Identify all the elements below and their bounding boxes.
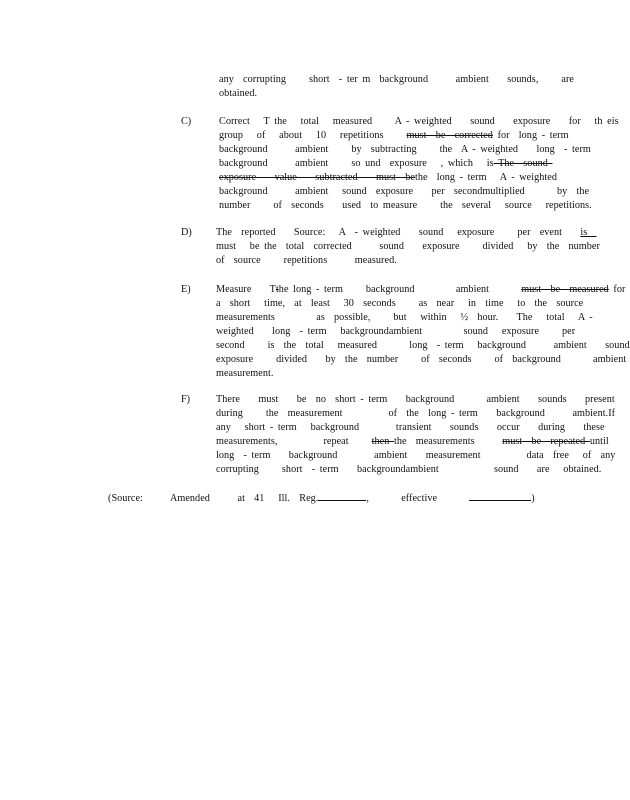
strikethrough-text: then [371, 436, 394, 447]
item-e-line-6: exposure divided by the number of seconds of background ambient [216, 354, 627, 365]
item-c-line-7: number of seconds used to measure the several source repetitions. [219, 200, 592, 211]
item-c-label: C) [181, 116, 192, 127]
item-f-label: F) [181, 394, 191, 405]
underlined-text: is [580, 227, 588, 238]
item-e-line-7: measurement. [216, 368, 274, 379]
item-c-line-4: background ambient so und exposure , which is The sound [219, 158, 553, 169]
strikethrough-text: must be corrected [406, 130, 493, 141]
strikethrough-text: The sound [493, 158, 553, 169]
item-f-line-6: corrupting short - term backgroundambient sound are obtained. [216, 464, 602, 475]
item-f-line-2: during the measurement of the long - term background ambient.If [216, 408, 616, 419]
item-f-line-1: There must be no short - term background ambient sounds present [216, 394, 615, 405]
item-f-line-3: any short - term background transient sounds occur during these [216, 422, 605, 433]
item-e-label: E) [181, 284, 191, 295]
strikethrough-text: must be repeated [502, 436, 590, 447]
blank-register-number [318, 490, 366, 501]
strikethrough-text: t [275, 284, 279, 295]
item-c-line-2: group of about 10 repetitions must be corrected for long - term [219, 130, 569, 141]
item-d-line-2: must be the total corrected sound exposure divided by the number [216, 241, 600, 252]
item-c-line-5: exposure value subtracted must bethe long - term A - weighted [219, 172, 557, 183]
item-f-line-5: long - term background ambient measurement data free of any [216, 450, 616, 461]
continuation-line-2: obtained. [219, 88, 258, 99]
item-e-line-2: a short time, at least 30 seconds as near in time to the source [216, 298, 584, 309]
item-e-line-4: weighted long - term backgroundambient sound exposure per [216, 326, 576, 337]
strikethrough-text: exposure value subtracted must be [219, 172, 415, 183]
continuation-line-1: any corrupting short - ter m background ambient sounds, are [219, 74, 574, 85]
item-c-line-3: background ambient by subtracting the A - weighted long - term [219, 144, 591, 155]
strikethrough-text: must be measured [521, 284, 609, 295]
item-e-line-1: Measure Tthe long - term background ambient must be measured for [216, 284, 626, 295]
item-e-line-3: measurements as possible, but within ½ hour. The total A - [216, 312, 593, 323]
item-d-label: D) [181, 227, 192, 238]
item-e-line-5: second is the total measured long - term background ambient sound [216, 340, 630, 351]
item-f-line-4: measurements, repeat then the measurements must be repeated until [216, 436, 609, 447]
blank-effective-date [469, 490, 531, 501]
item-c-line-1: Correct T the total measured A - weighted sound exposure for th eis [219, 116, 619, 127]
item-d-line-3: of source repetitions measured. [216, 255, 397, 266]
item-c-line-6: background ambient sound exposure per secondmultiplied by the [219, 186, 590, 197]
source-note: (Source: Amended at 41 Ill. Reg. , effective ) [108, 490, 535, 506]
item-d-line-1: The reported Source: A - weighted sound exposure per event is [216, 227, 588, 238]
